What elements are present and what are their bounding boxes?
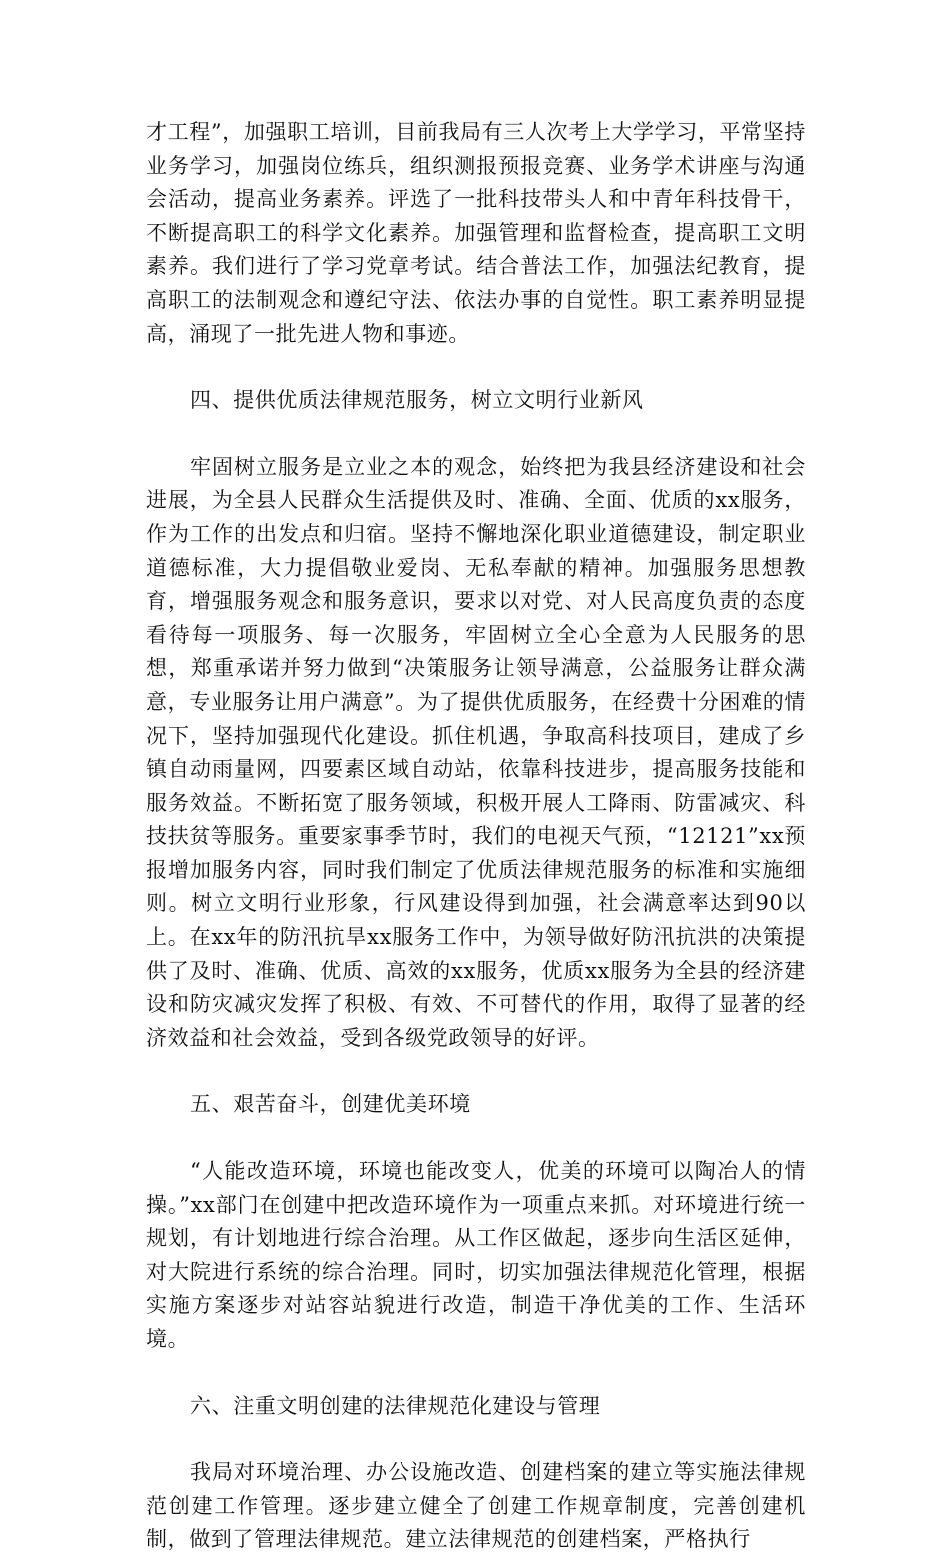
section-heading-4: 四、提供优质法律规范服务，树立文明行业新风 bbox=[190, 388, 644, 413]
paragraph-service: 牢固树立服务是立业之本的观念，始终把为我县经济建设和社会进展，为全县人民群众生活提供及时、准确、全面、优质的xx服务，作为工作的出发点和归宿。坚持不懈地深化职业道德建设，制定职业道德标准，大力提倡敬业爱岗、无私奉献的精神。加强服务思想教育，增强服务观念和服务意识，要求以对党、对人民高度负责的态度看待每一项服务、每一次服务，牢固树立全心全意为人民服务的思想，郑重承诺并努力做到“决策服务让领导满意，公益服务让群众满意，专业服务让用户满意”。为了提供优质服务，在经费十分困难的情况下，坚持加强现代化建设。抓住机遇，争取高科技项目，建成了乡镇自动雨量网，四要素区域自动站，依靠科技进步，提高服务技能和服务效益。不断拓宽了服务领域，积极开展人工降雨、防雷减灾、科技扶贫等服务。重要家事季节时，我们的电视天气预，“12121”xx预报增加服务内容，同时我们制定了优质法律规范服务的标准和实施细则。树立文明行业形象，行风建设得到加强，社会满意率达到90以上。在xx年的防汛抗旱xx服务工作中，为领导做好防汛抗洪的决策提供了及时、准确、优质、高效的xx服务，优质xx服务为全县的经济建设和防灾减灾发挥了积极、有效、不可替代的作用，取得了显著的经济效益和社会效益，受到各级党政领导的好评。 bbox=[146, 454, 806, 1050]
spacer bbox=[146, 351, 806, 384]
spacer bbox=[146, 1357, 806, 1390]
spacer bbox=[146, 418, 806, 451]
spacer bbox=[146, 1423, 806, 1456]
document-body bbox=[146, 116, 806, 1557]
section-heading-6: 六、注重文明创建的法律规范化建设与管理 bbox=[190, 1393, 601, 1418]
spacer bbox=[146, 1055, 806, 1088]
section-heading-5: 五、艰苦奋斗，创建优美环境 bbox=[190, 1092, 471, 1117]
paragraph-training: 才工程”，加强职工培训，目前我局有三人次考上大学学习，平常坚持业务学习，加强岗位练兵，组织测报预报竞赛、业务学术讲座与沟通会活动，提高业务素养。评选了一批科技带头人和中青年科技骨干，不断提高职工的科学文化素养。加强管理和监督检查，提高职工文明素养。我们进行了学习党章考试。结合普法工作，加强法纪教育，提高职工的法制观念和遵纪守法、依法办事的自觉性。职工素养明显提高，涌现了一批先进人物和事迹。 bbox=[146, 120, 806, 346]
spacer bbox=[146, 1122, 806, 1155]
paragraph-management: 我局对环境治理、办公设施改造、创建档案的建立等实施法律规范创建工作管理。逐步建立健全了创建工作规章制度，完善创建机制，做到了管理法律规范。建立法律规范的创建档案，严格执行 bbox=[146, 1460, 806, 1552]
paragraph-environment: “人能改造环境，环境也能改变人，优美的环境可以陶冶人的情操。”xx部门在创建中把改造环境作为一项重点来抓。对环境进行统一规划，有计划地进行综合治理。从工作区做起，逐步向生活区延伸，对大院进行系统的综合治理。同时，切实加强法律规范化管理，根据实施方案逐步对站容站貌进行改造，制造干净优美的工作、生活环境。 bbox=[146, 1159, 806, 1351]
